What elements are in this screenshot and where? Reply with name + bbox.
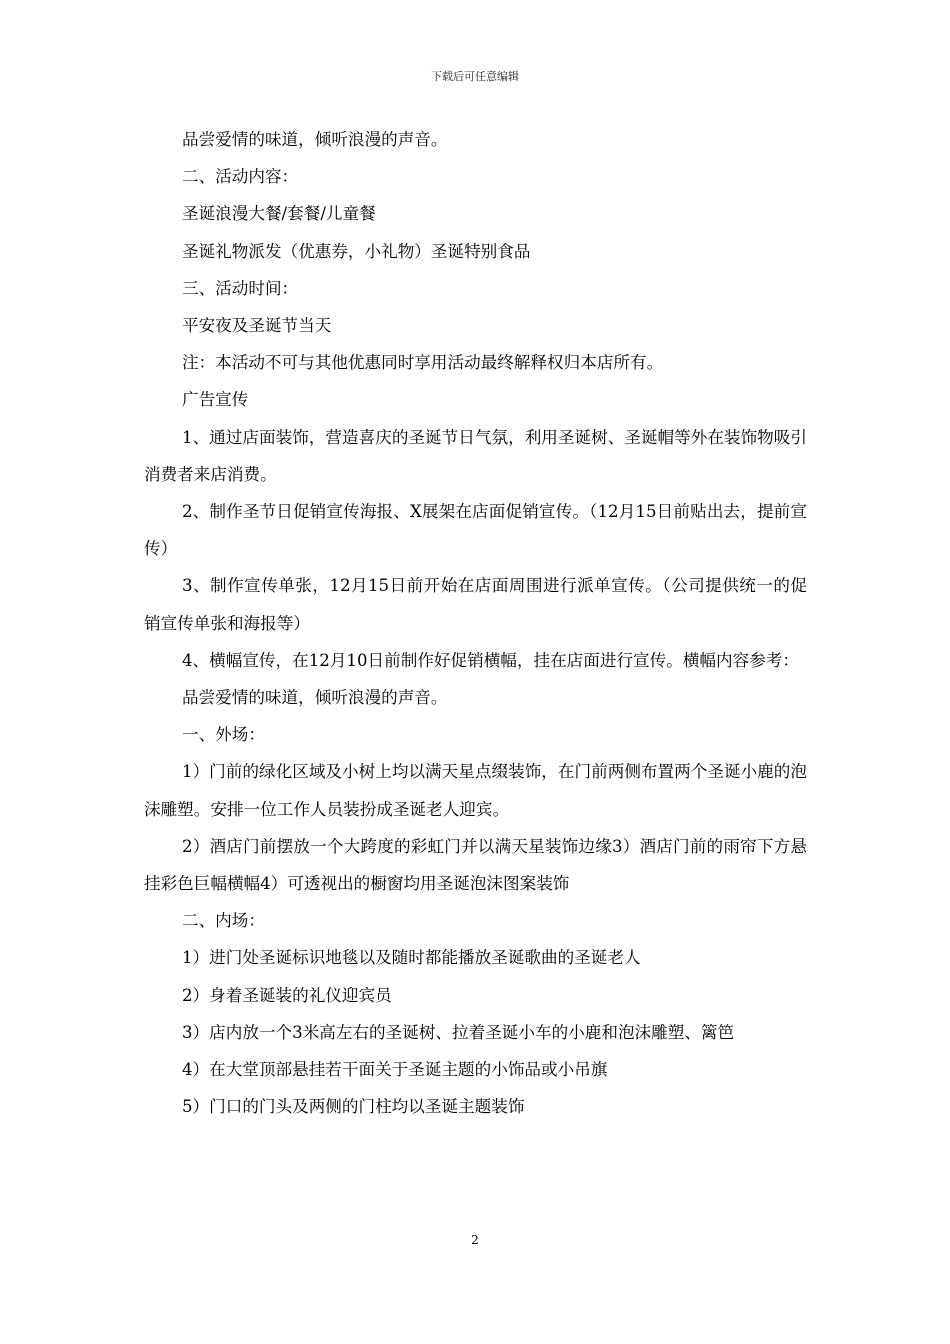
page-number: 2 [471,1233,479,1247]
list-item: 3）店内放一个3米高左右的圣诞树、拉着圣诞小车的小鹿和泡沫雕塑、篱笆 [182,1022,735,1042]
section-heading: 二、内场： [182,911,265,931]
paragraph: 品尝爱情的味道，倾听浪漫的声音。 [182,688,448,708]
page-header: 下载后可任意编辑 [431,70,519,83]
document-body [144,121,807,1125]
list-item: 2）身着圣诞装的礼仪迎宾员 [182,985,392,1005]
list-item: 3、制作宣传单张，12月15日前开始在店面周围进行派单宣传。（公司提供统一的促销宣传单张和海报等） [144,576,807,633]
section-heading: 二、活动内容： [182,167,299,187]
list-item: 1）进门处圣诞标识地毯以及随时都能播放圣诞歌曲的圣诞老人 [182,948,641,968]
section-heading: 广告宣传 [182,390,249,410]
list-item: 2、制作圣节日促销宣传海报、X展架在店面促销宣传。（12月15日前贴出去，提前宣传） [144,502,807,559]
list-item: 5）门口的门头及两侧的门柱均以圣诞主题装饰 [182,1097,525,1117]
list-item: 1）门前的绿化区域及小树上均以满天星点缀装饰，在门前两侧布置两个圣诞小鹿的泡沫雕塑。安排一位工作人员装扮成圣诞老人迎宾。 [144,762,807,819]
paragraph: 圣诞礼物派发（优惠券，小礼物）圣诞特别食品 [182,241,531,261]
paragraph: 品尝爱情的味道，倾听浪漫的声音。 [182,130,448,149]
list-item: 4）在大堂顶部悬挂若干面关于圣诞主题的小饰品或小吊旗 [182,1060,608,1080]
section-heading: 一、外场： [182,725,265,745]
note-paragraph: 注：本活动不可与其他优惠同时享用活动最终解释权归本店所有。 [182,353,664,373]
paragraph: 圣诞浪漫大餐/套餐/儿童餐 [182,204,376,224]
section-heading: 三、活动时间： [182,278,299,298]
list-item: 2）酒店门前摆放一个大跨度的彩虹门并以满天星装饰边缘3）酒店门前的雨帘下方悬挂彩色巨幅横幅4）可透视出的橱窗均用圣诞泡沫图案装饰 [144,836,807,894]
list-item: 4、横幅宣传，在12月10日前制作好促销横幅，挂在店面进行宣传。横幅内容参考： [182,650,799,670]
list-item: 1、通过店面装饰，营造喜庆的圣诞节日气氛，利用圣诞树、圣诞帽等外在装饰物吸引消费者来店消费。 [144,427,807,484]
paragraph: 平安夜及圣诞节当天 [182,316,332,336]
